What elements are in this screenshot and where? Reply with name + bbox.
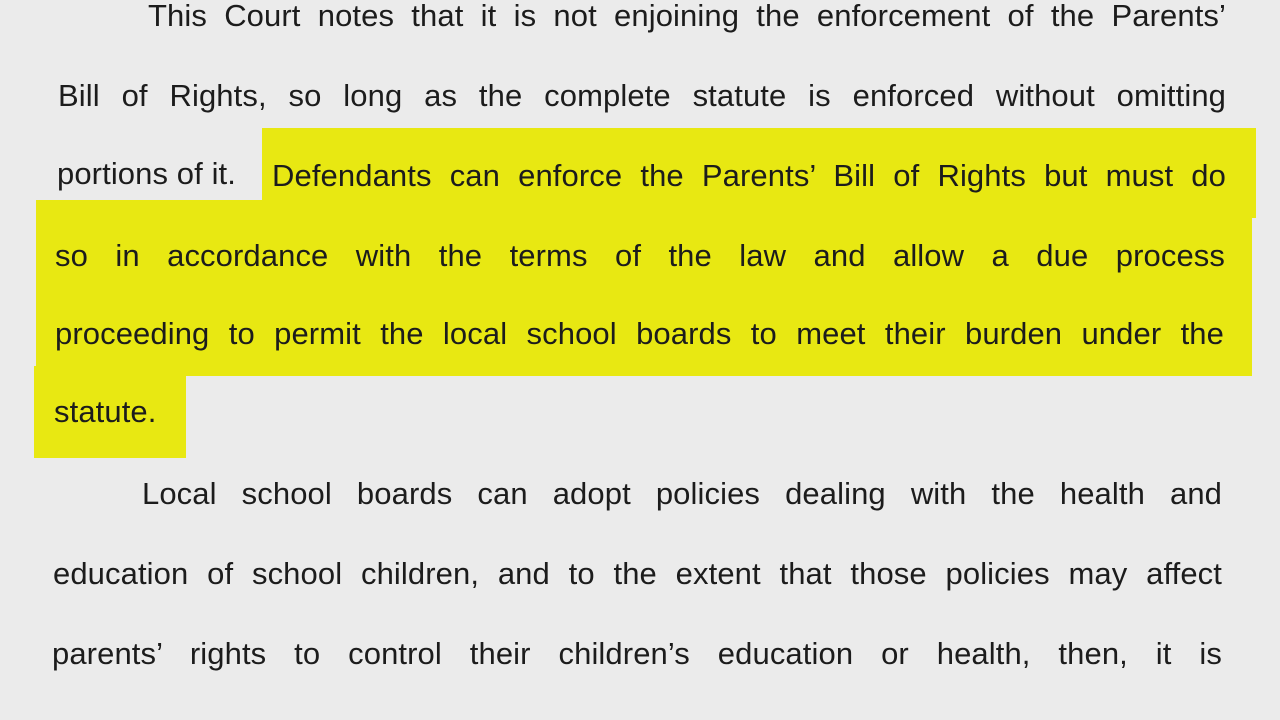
paragraph-1-line-4: so in accordance with the terms of the law and allow a due process — [55, 238, 1225, 273]
paragraph-2-line-3: parents’ rights to control their children’s education or health, then, it is — [52, 636, 1222, 671]
paragraph-2-line-1: Local school boards can adopt policies dealing with the health and — [142, 476, 1222, 511]
paragraph-1-line-3-plain: portions of it. — [57, 156, 236, 191]
paragraph-1-line-1: This Court notes that it is not enjoining the enforcement of the Parents’ — [148, 0, 1226, 33]
paragraph-1-line-5: proceeding to permit the local school boards to meet their burden under the — [55, 316, 1224, 351]
paragraph-1-line-2: Bill of Rights, so long as the complete statute is enforced without omitting — [58, 78, 1226, 113]
paragraph-1-line-6: statute. — [54, 394, 157, 429]
paragraph-2-line-2: education of school children, and to the extent that those policies may affect — [53, 556, 1222, 591]
paragraph-1-line-3-highlighted: Defendants can enforce the Parents’ Bill of Rights but must do — [272, 158, 1226, 193]
